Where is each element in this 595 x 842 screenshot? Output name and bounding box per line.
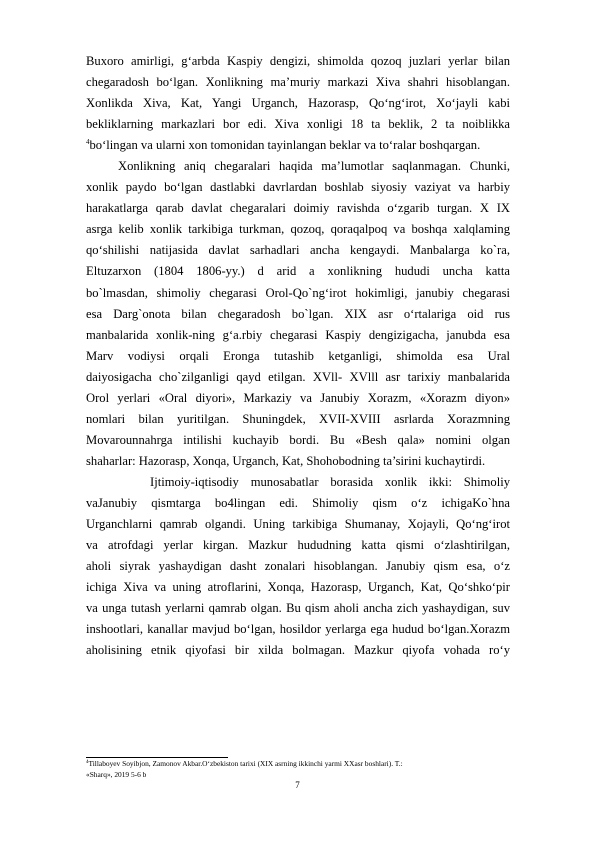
footnote-line [86, 759, 516, 770]
body-text [86, 51, 510, 661]
body-line: ichiga Xiva va uning atroflarini, Xonqa, Hazorasp, Urganch, Kat, Qo‘shko‘pir [86, 580, 510, 595]
body-line: manbalarida xonlik-ning g‘a.rbiy chegarasi Kaspiy dengizigacha, janubda esa [86, 327, 510, 342]
body-line: vaJanubiy qismtarga bo4lingan edi. Shimoliy qism o‘z ichigaKo`hna [86, 495, 510, 510]
body-line: Xonlikning aniq chegaralari haqida ma’lumotlar saqlanmagan. Chunki, [118, 159, 510, 174]
footnote [86, 759, 516, 780]
body-line: daiyosigacha cho`zilganligi qayd etilgan. XVll- XVlll asr tarixiy manbalarida [86, 369, 510, 384]
body-line: bo`lmasdan, shimoliy chegarasi Orol-Qo`ng‘irot hokimligi, janubiy chegarasi [86, 285, 510, 300]
body-line-text: bo‘lingan va ularni xon tomonidan tayinlangan beklar va to‘ralar boshqargan. [89, 138, 481, 153]
body-line: inshootlari, kanallar mavjud bo‘lgan, hosildor yerlarga ega hudud bo‘lgan.Xorazm [86, 622, 510, 637]
body-line: nomlari bilan yuritilgan. Shuningdek, XVII-XVIII asrlarda Xorazmning [86, 411, 510, 426]
body-line: Eltuzarxon (1804 1806-yy.) d arid a xonlikning hududi uncha katta [86, 264, 510, 279]
body-line: harakatlarga qarab davlat chegaralari doimiy ravishda o‘zgarib turgan. X IX [86, 201, 510, 216]
footnote-reference[interactable]: 4 [86, 138, 90, 147]
body-line: aholi siyrak yashaydigan dasht zonalari hisoblangan. Janubiy qism esa, o‘z [86, 559, 510, 574]
body-line: chegaradosh bo‘lgan. Xonlikning ma’muriy markazi Xiva shahri hisoblangan. [86, 75, 510, 90]
footnote-divider [86, 757, 228, 758]
footnote-line: «Sharq», 2019 5-6 b [86, 769, 147, 779]
body-line: bekliklarning markazlari bor edi. Xiva xonligi 18 ta beklik, 2 ta noiblikka [86, 117, 510, 132]
body-line: Marv vodiysi orqali Eronga tutashib ketganligi, shimolda esa Ural [86, 348, 510, 363]
body-line: Buxoro amirligi, g‘arbda Kaspiy dengizi, shimolda qozoq juzlari yerlar bilan [86, 54, 510, 68]
body-line: esa Darg`onota bilan chegaradosh bo`lgan. XIX asr o‘rtalariga oid rus [86, 306, 510, 321]
page-number: 7 [295, 780, 300, 790]
footnote-marker: 4 [86, 760, 89, 765]
body-line: Xonlikda Xiva, Kat, Yangi Urganch, Hazorasp, Qo‘ng‘irot, Xo‘jayli kabi [86, 96, 510, 111]
body-line: xonlik paydo bo‘lgan dastlabki davrlardan boshlab siyosiy vaziyat va harbiy [86, 180, 510, 195]
body-line: Movarounnahrga intilishi kuchayib bordi. Bu «Besh qala» nomini olgan [86, 432, 510, 447]
body-line: va atrofdagi yerlar kirgan. Mazkur hududning katta qismi o‘zlashtirilgan, [86, 538, 510, 553]
body-line: Orol yerlari «Oral diyori», Markaziy va Janubiy Xorazm, «Xorazm diyon» [86, 390, 510, 405]
body-line: Ijtimoiy-iqtisodiy munosabatlar borasida xonlik ikki: Shimoliy [150, 474, 510, 489]
body-line: aholisining etnik qiyofasi bir xilda bolmagan. Mazkur qiyofa vohada ro‘y [86, 643, 510, 658]
body-line: shaharlar: Hazorasp, Xonqa, Urganch, Kat, Shohobodning ta’sirini kuchaytirdi. [86, 453, 486, 468]
body-line: qo‘shilishi natijasida davlat sarhadlari ancha kengaydi. Manbalarga ko`ra, [86, 243, 510, 258]
body-line-with-footnote [86, 135, 510, 156]
body-line: Urganchlarni qamrab olgandi. Uning tarkibiga Shumanay, Xojayli, Qo‘ng‘irot [86, 517, 510, 532]
footnote-text: Tillaboyev Soyibjon, Zamonov Akbar.O‘zbekiston tarixi (XIX asrning ikkinchi yarmi XXasr boshlari). T.: [88, 759, 403, 768]
body-line: asrga kelib xonlik tarkibiga turkman, qozoq, qoraqalpoq va boshqa xalqlaming [86, 222, 510, 237]
body-line: va unga tutash yerlarni qamrab olgan. Bu qism aholi ancha zich yashaydigan, suv [86, 601, 510, 616]
